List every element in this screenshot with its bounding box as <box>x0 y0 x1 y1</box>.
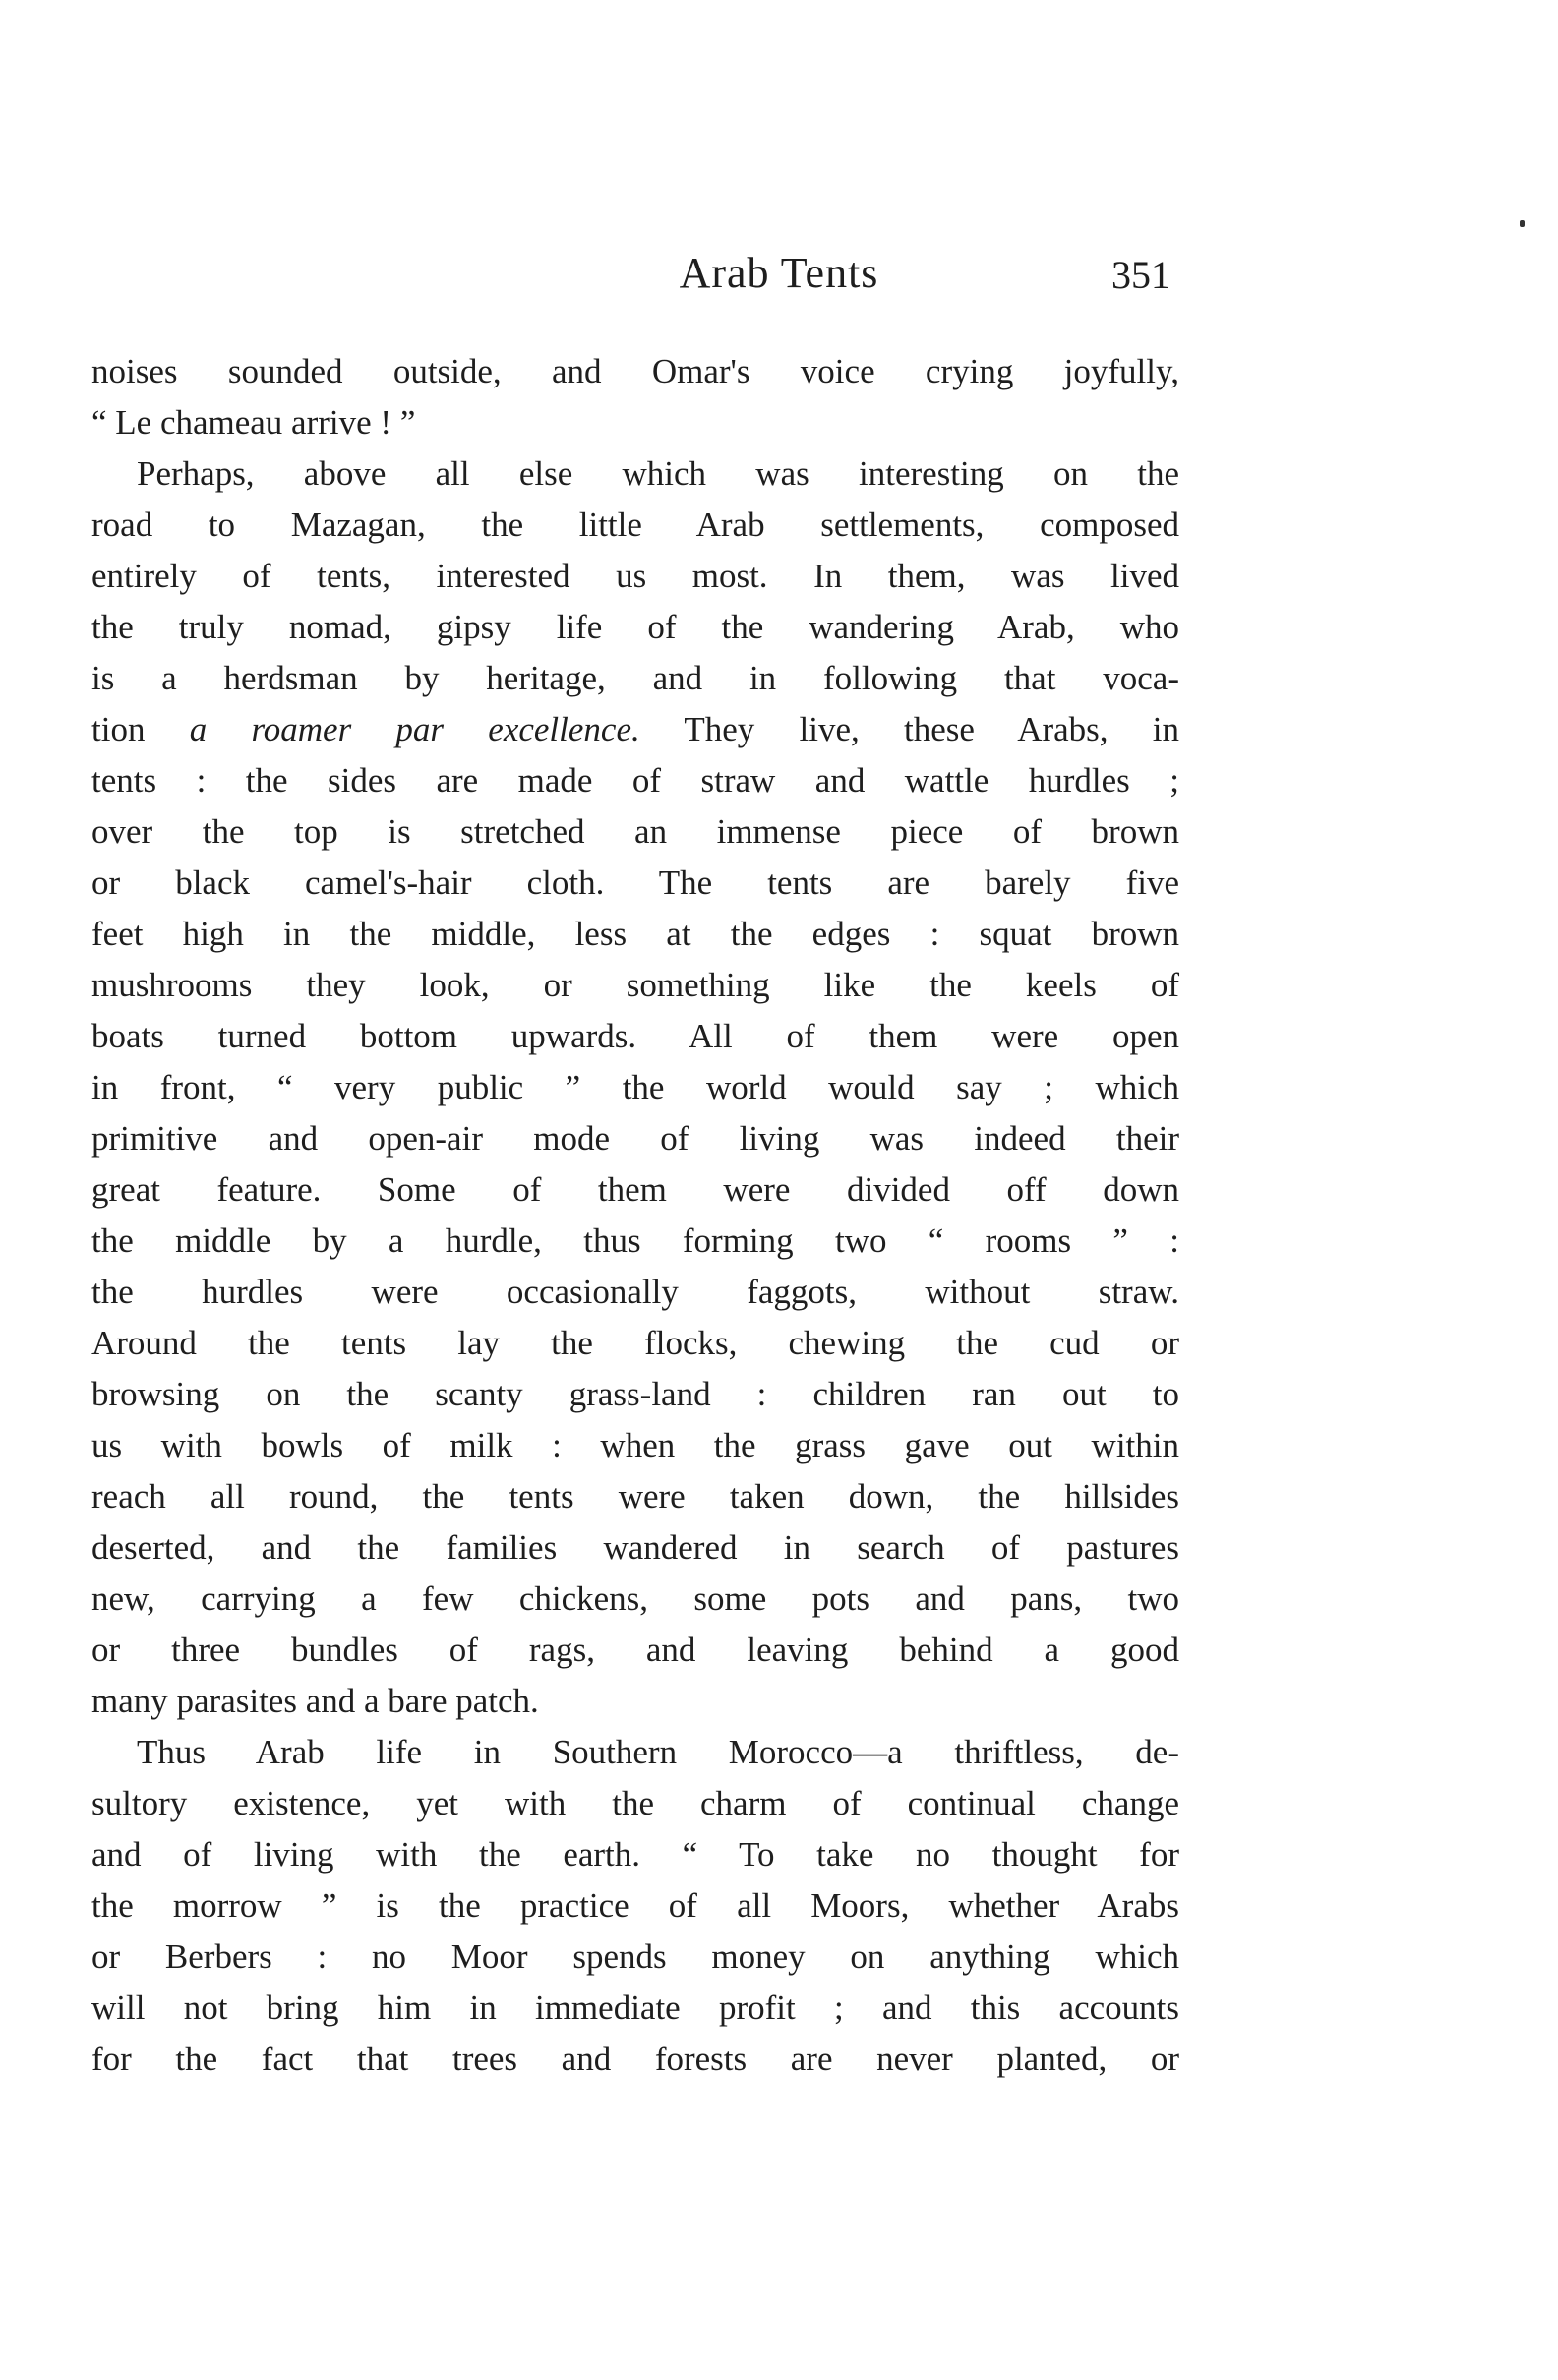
text-segment: the truly nomad, gipsy life of the wandering Arab, who <box>91 608 1179 646</box>
text-segment: sultory existence, yet with the charm of continual change <box>91 1784 1179 1822</box>
page-number: 351 <box>1111 253 1170 297</box>
text-segment: feet high in the middle, less at the edges : squat brown <box>91 915 1179 953</box>
text-segment: browsing on the scanty grass-land : children ran out to <box>91 1375 1179 1413</box>
text-segment: for the fact that trees and forests are never planted, or <box>91 2040 1179 2078</box>
text-line <box>91 755 1179 806</box>
text-line <box>91 1011 1179 1062</box>
text-line <box>91 1420 1179 1471</box>
text-line <box>91 1625 1179 1676</box>
text-line <box>91 1727 1179 1778</box>
text-line <box>91 448 1179 500</box>
text-line <box>91 1574 1179 1625</box>
text-line <box>91 1676 1179 1727</box>
text-line <box>91 602 1179 653</box>
text-line <box>91 1164 1179 1216</box>
text-line <box>91 1267 1179 1318</box>
text-segment: or three bundles of rags, and leaving behind a good <box>91 1631 1179 1669</box>
text-line <box>91 909 1179 960</box>
text-segment: noises sounded outside, and Omar's voice crying joyfully, <box>91 352 1179 390</box>
body-text <box>91 346 1179 2085</box>
text-segment: many parasites and a bare patch. <box>91 1682 539 1720</box>
text-line <box>91 1778 1179 1829</box>
running-header-title: Arab Tents <box>679 249 879 297</box>
text-segment: Perhaps, above all else which was interesting on the <box>137 454 1179 493</box>
text-segment: primitive and open-air mode of living was indeed their <box>91 1119 1179 1158</box>
text-line <box>91 653 1179 704</box>
text-line <box>91 1318 1179 1369</box>
text-segment: boats turned bottom upwards. All of them were open <box>91 1017 1179 1055</box>
text-line <box>91 500 1179 551</box>
text-segment: over the top is stretched an immense piece of brown <box>91 812 1179 851</box>
text-segment: great feature. Some of them were divided off down <box>91 1170 1179 1209</box>
text-line <box>91 397 1179 448</box>
text-line <box>91 1062 1179 1113</box>
text-line <box>91 1522 1179 1574</box>
text-segment: mushrooms they look, or something like the keels of <box>91 966 1179 1004</box>
text-segment: or Berbers : no Moor spends money on anything which <box>91 1937 1179 1976</box>
text-segment: Around the tents lay the flocks, chewing the cud or <box>91 1324 1179 1362</box>
text-segment: tents : the sides are made of straw and wattle hurdles ; <box>91 761 1179 800</box>
text-line <box>91 806 1179 858</box>
text-line <box>91 858 1179 909</box>
text-line <box>91 1216 1179 1267</box>
text-segment: Thus Arab life in Southern Morocco—a thriftless, de- <box>137 1733 1179 1771</box>
text-line <box>91 704 1179 755</box>
text-segment: tion <box>91 710 190 748</box>
text-line <box>91 346 1179 397</box>
scan-speck <box>1520 220 1525 227</box>
text-segment: entirely of tents, interested us most. In them, was lived <box>91 557 1179 595</box>
text-line <box>91 1471 1179 1522</box>
text-segment: the hurdles were occasionally faggots, without straw. <box>91 1273 1179 1311</box>
text-segment: or black camel's-hair cloth. The tents are barely five <box>91 863 1179 902</box>
text-segment: reach all round, the tents were taken down, the hillsides <box>91 1477 1179 1516</box>
italic-text: a roamer par excellence. <box>189 710 640 748</box>
text-segment: the middle by a hurdle, thus forming two “ rooms ” : <box>91 1221 1179 1260</box>
text-line <box>91 1983 1179 2034</box>
text-segment: in front, “ very public ” the world would say ; which <box>91 1068 1179 1106</box>
text-line <box>91 1880 1179 1932</box>
text-line <box>91 1369 1179 1420</box>
text-line <box>91 1932 1179 1983</box>
text-segment: us with bowls of milk : when the grass gave out within <box>91 1426 1179 1464</box>
text-segment: will not bring him in immediate profit ; and this accounts <box>91 1989 1179 2027</box>
text-segment: is a herdsman by heritage, and in following that voca- <box>91 659 1179 697</box>
text-segment: the morrow ” is the practice of all Moors, whether Arabs <box>91 1886 1179 1925</box>
text-segment: “ Le chameau arrive ! ” <box>91 403 416 442</box>
text-segment: deserted, and the families wandered in search of pastures <box>91 1528 1179 1567</box>
text-segment: and of living with the earth. “ To take no thought for <box>91 1835 1179 1874</box>
text-segment: new, carrying a few chickens, some pots and pans, two <box>91 1579 1179 1618</box>
text-line <box>91 551 1179 602</box>
text-line <box>91 1113 1179 1164</box>
text-line <box>91 2034 1179 2085</box>
text-segment: They live, these Arabs, in <box>639 710 1180 748</box>
text-segment: road to Mazagan, the little Arab settlements, composed <box>91 506 1179 544</box>
text-line <box>91 1829 1179 1880</box>
text-line <box>91 960 1179 1011</box>
